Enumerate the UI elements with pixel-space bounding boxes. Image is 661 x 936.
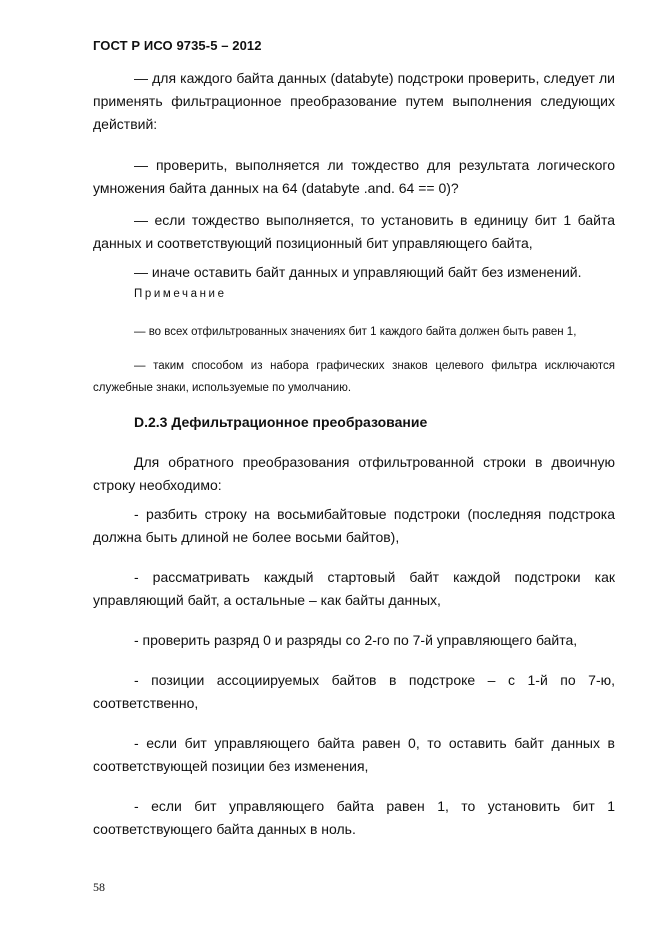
note-item: — во всех отфильтрованных значениях бит 1 каждого байта должен быть равен 1, [134,326,577,338]
paragraph-identity-check: — проверить, выполняется ли тождество для результата логического умножения байта данных на 64 (databyte .and. 64 == 0)? [93,157,615,196]
document-header: ГОСТ Р ИСО 9735-5 – 2012 [93,38,262,53]
section-heading: D.2.3 Дефильтрационное преобразование [134,414,428,430]
note-title: Примечание [134,288,227,300]
list-item: - если бит управляющего байта равен 1, то установить бит 1 соответствующего байта данных в ноль. [93,798,615,837]
list-item: - если бит управляющего байта равен 0, то оставить байт данных в соответствующей позиции без изменения, [93,735,615,774]
paragraph-filter-check: — для каждого байта данных (databyte) подстроки проверить, следует ли применять фильтрационное преобразование путем выполнения следующих действий: [93,70,615,132]
section-paragraph: Для обратного преобразования отфильтрованной строки в двоичную строку необходимо: [93,454,615,493]
list-item: - разбить строку на восьмибайтовые подстроки (последняя подстрока должна быть длиной не более восьми байтов), [93,506,615,545]
paragraph-set-bit: — если тождество выполняется, то установить в единицу бит 1 байта данных и соответствующий позиционный бит управляющего байта, [93,212,615,251]
paragraph-else: — иначе оставить байт данных и управляющий байт без изменений. [134,264,582,280]
note-item: — таким способом из набора графических знаков целевого фильтра исключаются служебные знаки, используемые по умолчанию. [93,360,615,394]
page-number: 58 [93,880,105,894]
list-item: - позиции ассоциируемых байтов в подстроке – с 1-й по 7-ю, соответственно, [93,672,615,711]
list-item: - проверить разряд 0 и разряды со 2-го по 7-й управляющего байта, [134,632,578,648]
list-item: - рассматривать каждый стартовый байт каждой подстроки как управляющий байт, а остальные – как байты данных, [93,569,615,608]
